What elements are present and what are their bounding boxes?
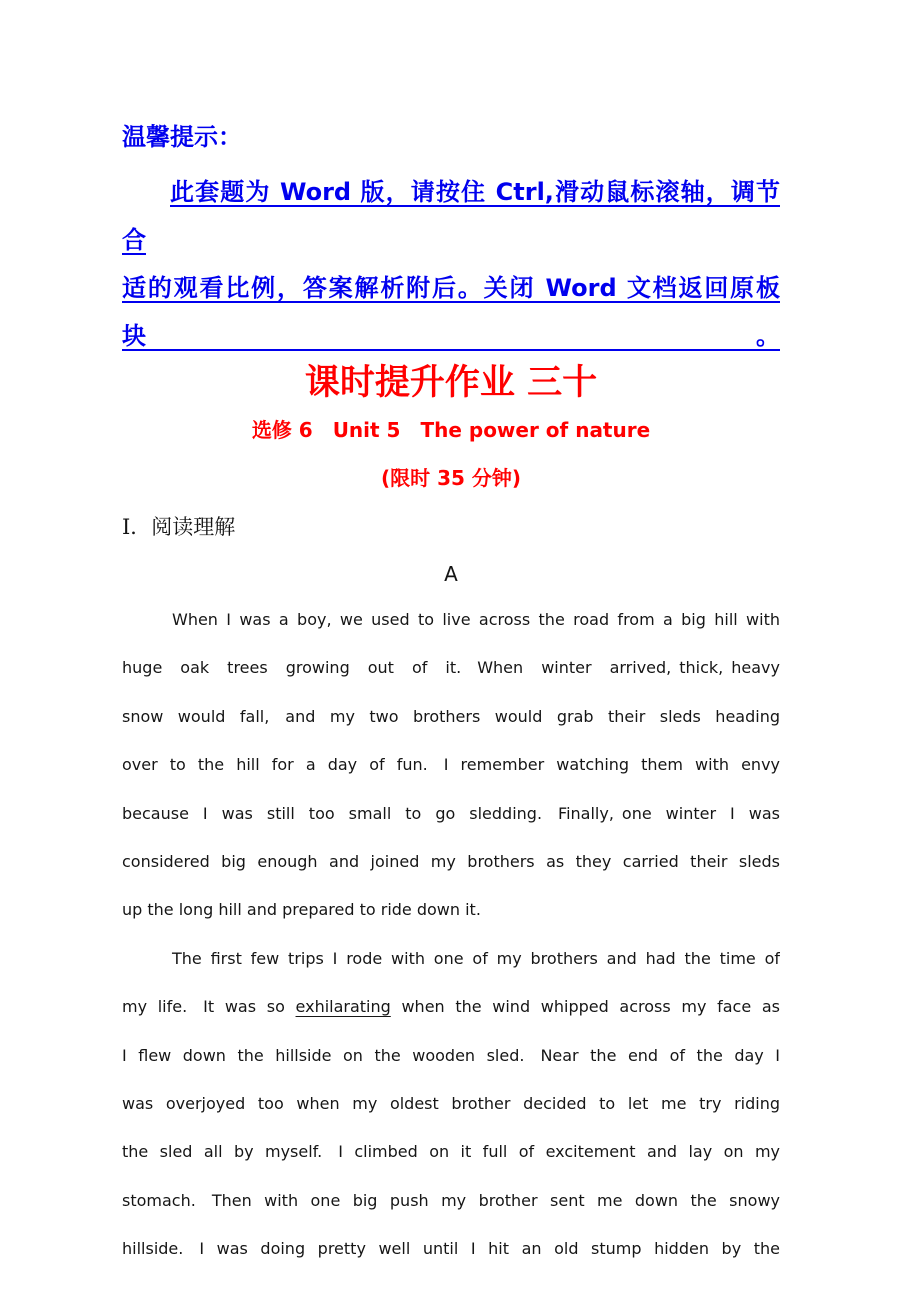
body-line: was overjoyed too when my oldest brother decided to let me try riding — [122, 1094, 780, 1114]
unit-subtitle: 选修 6 Unit 5 The power of nature — [251, 418, 651, 442]
line-text: when the wind whipped across my face as — [390, 997, 780, 1017]
paragraph-2 — [122, 935, 780, 1274]
body-line — [122, 983, 780, 1031]
body-line: the sled all by myself. I climbed on it full of excitement and lay on my — [122, 1142, 780, 1162]
text-column — [122, 0, 780, 1274]
notice-line-1: 此套题为 Word 版，请按住 Ctrl,滑动鼠标滚轴，调节合 — [122, 178, 780, 254]
body-line: hillside. I was doing pretty well until I hit an old stump hidden by the — [122, 1239, 780, 1259]
notice-title: 温馨提示： — [122, 123, 242, 151]
underlined-word: exhilarating — [295, 997, 391, 1017]
passage-label: A — [444, 562, 458, 586]
notice-line-2: 适的观看比例，答案解析附后。关闭 Word 文档返回原板块。 — [122, 274, 780, 350]
paragraph-1 — [122, 596, 780, 935]
body-line: When I was a boy, we used to live across the road from a big hill with — [172, 610, 780, 629]
body-line: over to the hill for a day of fun. I remember watching them with envy — [122, 755, 780, 775]
body-line: huge oak trees growing out of it. When winter arrived, thick, heavy — [122, 658, 780, 678]
body-line: up the long hill and prepared to ride down it. — [122, 900, 481, 920]
body-line: because I was still too small to go sledding. Finally, one winter I was — [122, 803, 780, 823]
time-limit: (限时 35 分钟) — [380, 466, 522, 490]
body-line: snow would fall, and my two brothers would grab their sleds heading — [122, 706, 780, 726]
body-line: I flew down the hillside on the wooden sled. Near the end of the day I — [122, 1045, 780, 1065]
body-line: stomach. Then with one big push my brother sent me down the snowy — [122, 1190, 780, 1210]
body-line: The first few trips I rode with one of my brothers and had the time of — [172, 948, 780, 968]
body-line: considered big enough and joined my brothers as they carried their sleds — [122, 852, 780, 872]
page-title: 课时提升作业 三十 — [304, 362, 598, 403]
line-text: my life. It was so — [122, 997, 296, 1017]
reading-section-label: Ⅰ．阅读理解 — [122, 515, 236, 539]
